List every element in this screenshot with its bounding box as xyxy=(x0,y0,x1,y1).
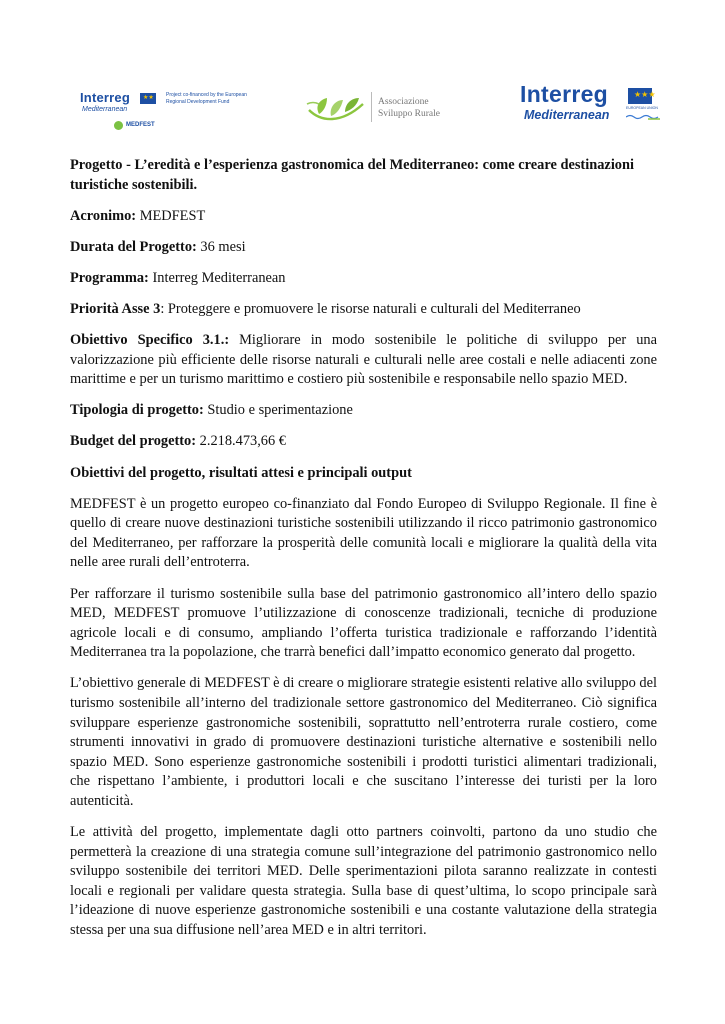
budget-line xyxy=(70,432,657,452)
programme-label: Programma: xyxy=(70,269,149,286)
body-paragraph: MEDFEST è un progetto europeo co-finanziato dal Fondo Europeo di Sviluppo Regionale. Il fine è quello di creare nuove destinazioni turistiche sostenibili utilizzando il ricco patrimonio gastronomico del Mediterraneo, per rafforzare la prosperità delle comunità locali e migliorare la qualità della vita nelle aree rurali dell’entroterra. xyxy=(70,495,657,571)
logo-divider xyxy=(371,92,372,122)
association-line-1: Associazione xyxy=(378,97,429,107)
interreg-wordmark-large: Interreg xyxy=(520,81,609,107)
programme-value: Interreg Mediterranean xyxy=(148,269,286,286)
project-type-value: Studio e sperimentazione xyxy=(203,402,353,419)
rural-leaves-icon xyxy=(305,88,369,128)
medfest-label: MEDFEST xyxy=(126,122,155,128)
medfest-badge-icon xyxy=(114,121,123,130)
priority-label: Priorità Asse 3 xyxy=(70,300,161,317)
priority-line xyxy=(70,300,657,320)
acronym-label: Acronimo: xyxy=(70,207,137,224)
interreg-wordmark: Interreg xyxy=(80,90,131,105)
mediterranean-wordmark-large: Mediterranean xyxy=(524,108,610,122)
association-line-2: Sviluppo Rurale xyxy=(378,109,441,119)
waves-icon xyxy=(626,114,660,120)
interreg-mediterranean-logo xyxy=(520,81,660,130)
body-paragraph: Per rafforzare il turismo sostenibile sulla base del patrimonio gastronomico all’intero dello spazio MED, MEDFEST promuove l’utilizzazione di conoscenze tradizionali, tecniche di produzione agricole locali e di consumo, ampliando l’offerta turistica tradizionale e rafforzando l’identità Mediterranea tra la popolazione, che trarrà benefici dall’impatto economico generato dal progetto. xyxy=(70,585,657,661)
duration-value: 36 mesi xyxy=(196,238,246,255)
interreg-medfest-logo xyxy=(80,90,270,138)
duration-line xyxy=(70,238,657,258)
document-body xyxy=(70,156,657,952)
eu-flag-icon-large: ★★★ xyxy=(628,88,652,104)
acronym-line xyxy=(70,207,657,227)
mediterranean-wordmark: Mediterranean xyxy=(82,106,128,113)
objective-label: Obiettivo Specifico 3.1.: xyxy=(70,332,230,349)
associazione-sviluppo-rurale-logo xyxy=(305,88,465,128)
project-type-line xyxy=(70,401,657,421)
acronym-value: MEDFEST xyxy=(136,207,206,224)
project-title: Progetto - L’eredità e l’esperienza gastronomica del Mediterraneo: come creare destinazioni turistiche sostenibili. xyxy=(70,157,635,193)
body-paragraph: L’obiettivo generale di MEDFEST è di creare o migliorare strategie esistenti relative allo sviluppo del turismo sostenibile all’interno del tradizionale settore gastronomico del Mediterraneo. Ciò significa sviluppare esperienze gastronomiche sostenibili, soprattutto nell’entroterra rurale costiero, come strumenti innovativi in grado di promuovere destinazioni turistiche alternative e sostenibili nello spazio MED. Sono esperienze gastronomiche sostenibili i prodotti turistici alimentari tradizionali, che rispettano l’ambiente, i produttori locali e che suscitano l’interesse dei turisti per la loro autenticità. xyxy=(70,675,657,809)
objective-value: Migliorare in modo sostenibile le politiche di sviluppo per una valorizzazione più efficiente delle risorse naturali e culturali nelle aree costali e nelle adiacenti zone marittime e per un turismo marittimo e costiero più sostenibile e responsabile nello spazio MED. xyxy=(70,332,657,388)
priority-value: : Proteggere e promuovere le risorse naturali e culturali del Mediterraneo xyxy=(160,300,581,317)
project-type-label: Tipologia di progetto: xyxy=(70,402,204,419)
erdf-cofinance-note: Project co-financed by the European Regional Development Fund xyxy=(166,92,247,105)
duration-label: Durata del Progetto: xyxy=(70,238,197,255)
body-paragraph: Le attività del progetto, implementate dagli otto partners coinvolti, partono da uno studio che permetterà la creazione di una strategia comune sull’integrazione del patrimonio gastronomico nello sviluppo sostenibile dei territori MED. Delle sperimentazioni pilota saranno realizzate in contesti locali e regionali per validare questa strategia. Sulla base di quest’ultima, lo scopo principale sarà l’ideazione di nuove esperienze gastronomiche sostenibili e una costante valutazione della strategia stessa per una sua diffusione nell’area MED e in altri territori. xyxy=(70,824,657,938)
programme-line xyxy=(70,269,657,289)
eu-flag-icon: ★★ xyxy=(140,93,156,104)
association-name xyxy=(378,96,440,120)
budget-value: 2.218.473,66 € xyxy=(196,433,286,450)
eu-note: EUROPEAN UNION xyxy=(626,106,658,110)
page-header xyxy=(0,0,725,150)
budget-label: Budget del progetto: xyxy=(70,433,197,450)
section-heading: Obiettivi del progetto, risultati attesi e principali output xyxy=(70,464,412,481)
specific-objective xyxy=(70,331,657,390)
